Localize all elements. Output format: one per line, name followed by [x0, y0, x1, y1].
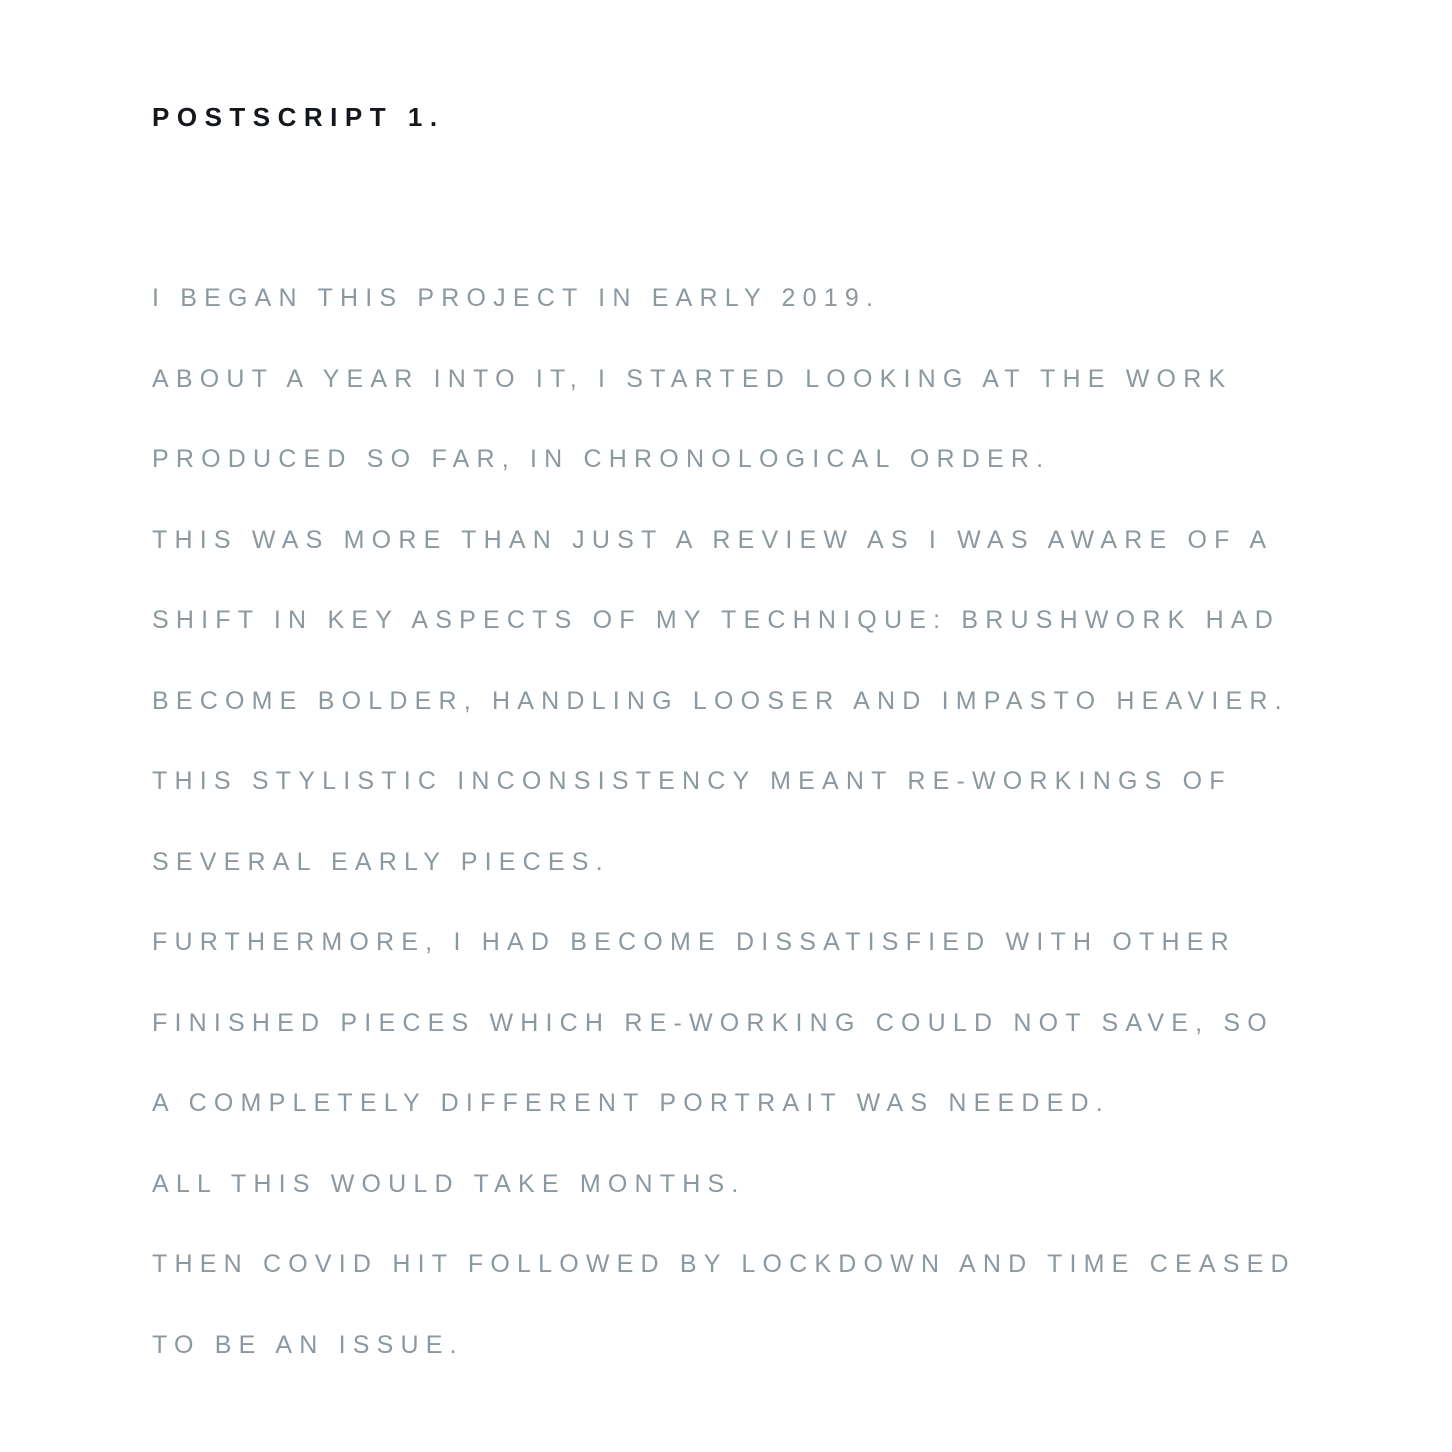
page-title: POSTSCRIPT 1.: [152, 102, 445, 132]
body-line: THIS STYLISTIC INCONSISTENCY MEANT RE-WORKINGS OF: [152, 767, 1232, 795]
body-text: [152, 258, 1352, 1385]
body-line: TO BE AN ISSUE.: [152, 1330, 464, 1359]
body-line: SEVERAL EARLY PIECES.: [152, 847, 610, 876]
body-line: FINISHED PIECES WHICH RE-WORKING COULD NOT SAVE, SO: [152, 1008, 1274, 1037]
body-line: PRODUCED SO FAR, IN CHRONOLOGICAL ORDER.: [152, 445, 1051, 473]
body-line: THEN COVID HIT FOLLOWED BY LOCKDOWN AND TIME CEASED: [152, 1250, 1296, 1278]
body-line: ABOUT A YEAR INTO IT, I STARTED LOOKING AT THE WORK: [152, 364, 1233, 393]
body-line: SHIFT IN KEY ASPECTS OF MY TECHNIQUE: BRUSHWORK HAD: [152, 606, 1280, 634]
body-line: FURTHERMORE, I HAD BECOME DISSATISFIED WITH OTHER: [152, 928, 1236, 956]
body-line: ALL THIS WOULD TAKE MONTHS.: [152, 1169, 746, 1198]
body-line: BECOME BOLDER, HANDLING LOOSER AND IMPASTO HEAVIER.: [152, 686, 1289, 715]
body-line: THIS WAS MORE THAN JUST A REVIEW AS I WAS AWARE OF A: [152, 525, 1274, 554]
body-line: I BEGAN THIS PROJECT IN EARLY 2019.: [152, 284, 881, 312]
body-line: A COMPLETELY DIFFERENT PORTRAIT WAS NEEDED.: [152, 1089, 1110, 1117]
